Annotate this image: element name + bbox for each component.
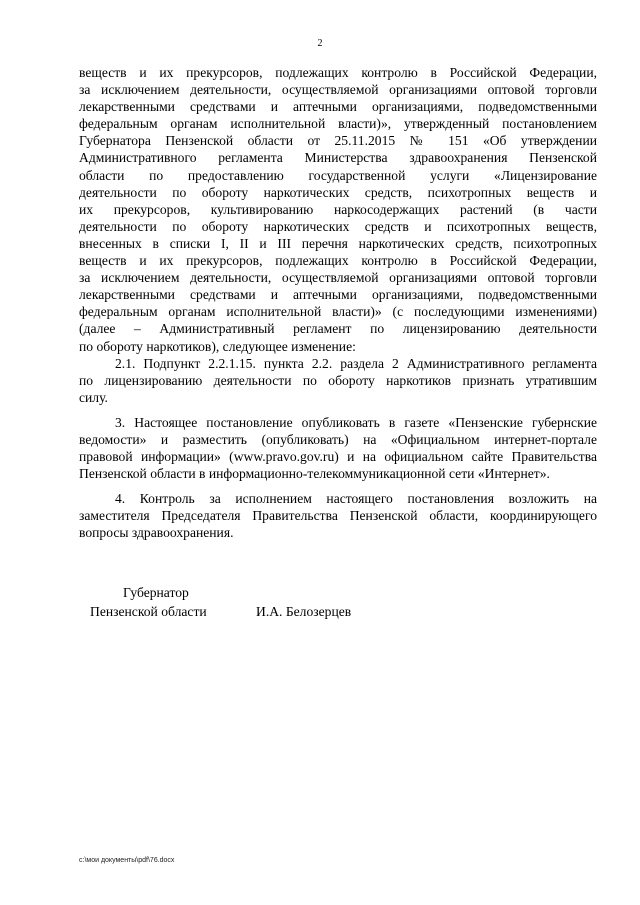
text-line: внесенных в списки I, II и III перечня наркотических средств, психотропных xyxy=(79,235,597,251)
text-line: по лицензированию деятельности по обороту наркотиков признать утратившим xyxy=(79,372,597,388)
paragraph-2 xyxy=(79,355,597,406)
text-line: (далее – Административный регламент по лицензированию деятельности xyxy=(79,321,597,337)
text-line: за исключением деятельности, осуществляемой организациями оптовой торговли xyxy=(79,270,597,286)
footer-file-path: c:\мои документы\pdf\76.docx xyxy=(79,857,175,864)
text-line: вопросы здравоохранения. xyxy=(79,525,234,541)
text-line: веществ и их прекурсоров, подлежащих контролю в Российской Федерации, xyxy=(79,253,597,269)
text-line: заместителя Председателя Правительства Пензенской области, координирующего xyxy=(79,508,597,524)
text-line: правовой информации» (www.pravo.gov.ru) и на официальном сайте Правительства xyxy=(79,449,597,465)
paragraph-1 xyxy=(79,64,597,355)
text-line: веществ и их прекурсоров, подлежащих контролю в Российской Федерации, xyxy=(79,65,597,80)
text-line: 3. Настоящее постановление опубликовать в газете «Пензенские губернские xyxy=(115,414,597,430)
page-number: 2 xyxy=(317,38,323,49)
text-line: ведомости» и разместить (опубликовать) на «Официальном интернет-портале xyxy=(79,431,597,447)
signer-name: И.А. Белозерцев xyxy=(256,604,352,619)
text-line: 2.1. Подпункт 2.2.1.15. пункта 2.2. раздела 2 Административного регламента xyxy=(115,355,597,371)
text-line: за исключением деятельности, осуществляемой организациями оптовой торговли xyxy=(79,82,597,98)
text-line: лекарственными средствами и аптечными организациями, подведомственными xyxy=(79,287,597,303)
paragraph-4 xyxy=(79,490,597,541)
text-line: Административного регламента Министерства здравоохранения Пензенской xyxy=(79,150,597,166)
text-line: Пензенской области в информационно-телекоммуникационной сети «Интернет». xyxy=(79,466,550,482)
text-line: их прекурсоров, культивированию наркосодержащих растений (в части xyxy=(79,201,597,217)
signer-title-line-2: Пензенской области xyxy=(90,604,207,619)
text-line: области по предоставлению государственной услуги «Лицензирование xyxy=(79,167,597,183)
text-line: по обороту наркотиков), следующее изменение: xyxy=(79,338,356,354)
text-line: 4. Контроль за исполнением настоящего постановления возложить на xyxy=(115,491,597,507)
text-line: деятельности по обороту наркотических средств и психотропных веществ, xyxy=(79,218,597,234)
text-line: деятельности по обороту наркотических средств, психотропных веществ и xyxy=(79,184,597,200)
text-line: Губернатора Пензенской области от 25.11.2015 № 151 «Об утверждении xyxy=(79,133,597,149)
paragraph-3 xyxy=(79,414,597,482)
text-line: федеральным органам исполнительной власти)», утвержденный постановлением xyxy=(79,116,597,132)
text-line: лекарственными средствами и аптечными организациями, подведомственными xyxy=(79,99,597,115)
signer-title-line-1: Губернатор xyxy=(123,585,189,600)
text-line: силу. xyxy=(79,389,108,405)
document-body xyxy=(79,64,597,542)
text-line: федеральным органам исполнительной власти)» (с последующими изменениями) xyxy=(79,304,597,320)
